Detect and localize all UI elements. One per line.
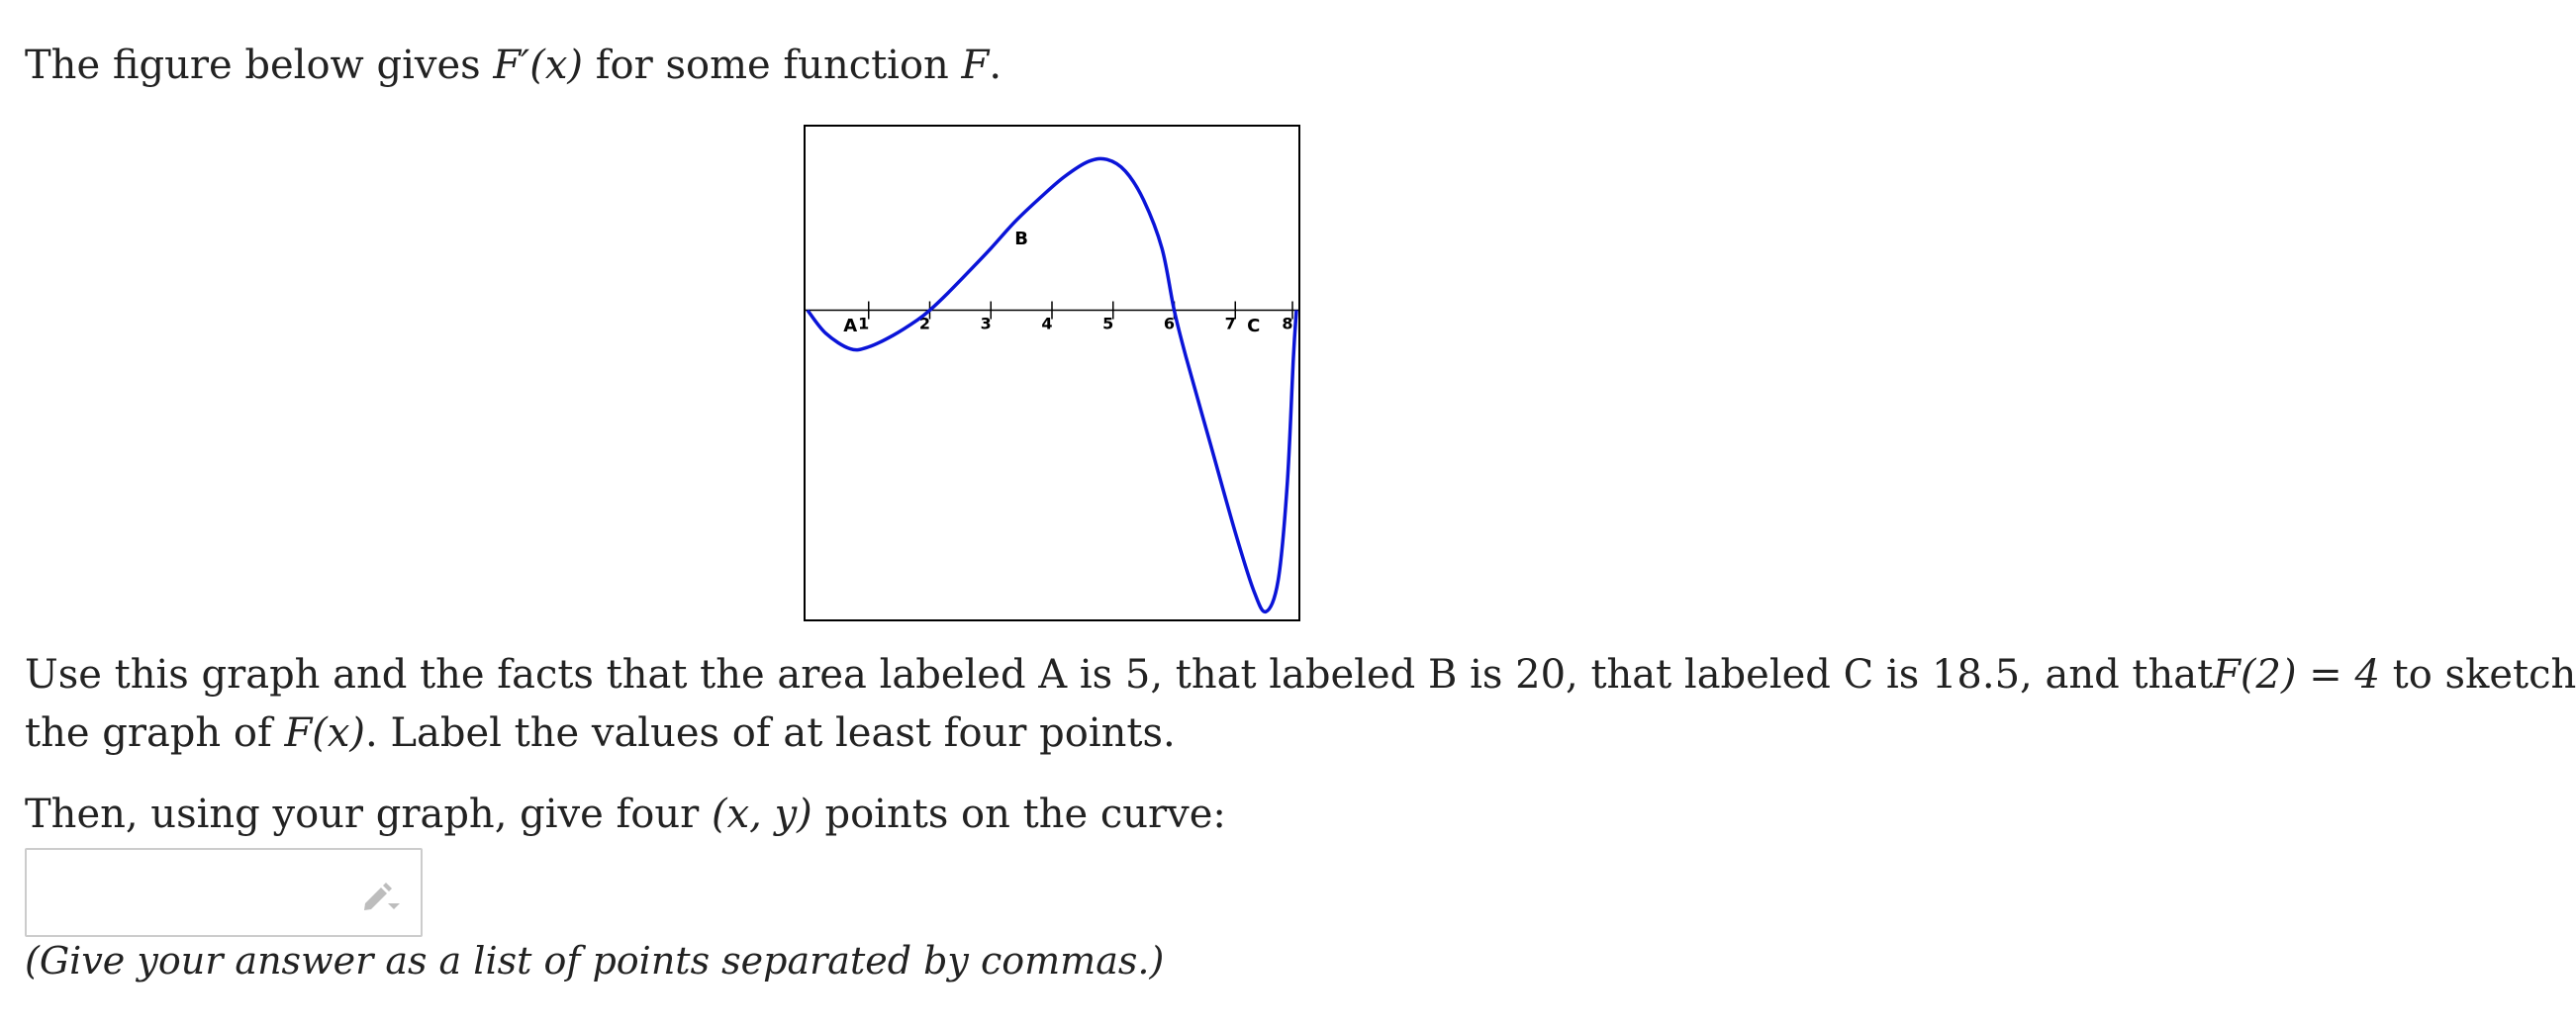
facts-line-2-before: the graph of [25, 710, 285, 756]
x-tick-label-6: 6 [1163, 314, 1176, 333]
intro-end: . [989, 43, 1002, 88]
intro-derivative: F′(x) [493, 43, 584, 88]
x-tick-label-7: 7 [1224, 314, 1236, 333]
x-tick-label-4: 4 [1041, 314, 1053, 333]
x-tick-label-8: 8 [1282, 314, 1293, 333]
derivative-curve [808, 158, 1296, 611]
facts-line-1-after: to sketch [2379, 652, 2576, 698]
x-tick-label-1: 1 [858, 314, 870, 333]
facts-fx: F(x) [284, 710, 366, 756]
pencil-icon[interactable] [361, 878, 403, 913]
question-text [25, 785, 1226, 844]
question-before: Then, using your graph, give four [25, 792, 712, 837]
derivative-graph-svg [806, 127, 1298, 619]
intro-before: The figure below gives [25, 43, 494, 88]
answer-input[interactable] [25, 848, 423, 937]
facts-line-1-before: Use this graph and the facts that the area labeled A is 5, that labeled B is 20, that labeled C is 18.5, and that [25, 652, 2214, 698]
intro-function: F [961, 43, 990, 88]
region-label-a: A [843, 316, 858, 337]
derivative-graph [804, 125, 1300, 621]
intro-middle: for some function [583, 43, 962, 88]
region-label-c: C [1247, 316, 1261, 337]
answer-format-hint: (Give your answer as a list of points separated by commas.) [25, 939, 1165, 983]
intro-text [25, 36, 1002, 95]
facts-line-2 [25, 703, 1176, 763]
facts-line-1 [25, 645, 2576, 704]
region-label-b: B [1014, 229, 1028, 250]
x-tick-label-3: 3 [980, 314, 992, 333]
facts-f2-value: F(2) = 4 [2213, 652, 2380, 698]
question-after: points on the curve: [811, 792, 1226, 837]
facts-line-2-after: . Label the values of at least four points. [365, 710, 1176, 756]
x-tick-label-2: 2 [918, 314, 931, 333]
x-tick-label-5: 5 [1102, 314, 1114, 333]
question-xy: (x, y) [711, 792, 812, 837]
